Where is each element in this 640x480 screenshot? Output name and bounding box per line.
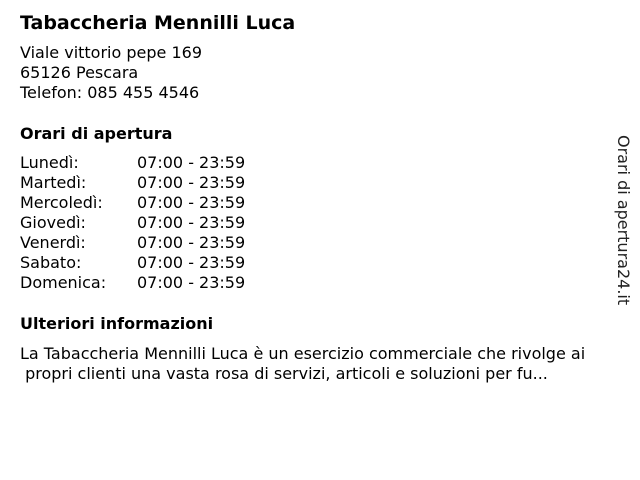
time-range: 07:00 - 23:59 <box>137 233 246 252</box>
hours-row-saturday <box>20 253 245 273</box>
hours-row-friday <box>20 233 245 253</box>
time-range: 07:00 - 23:59 <box>137 213 246 232</box>
postal-city: 65126 Pescara <box>20 63 139 82</box>
opening-hours-heading: Orari di apertura <box>20 124 173 143</box>
description-line-2: propri clienti una vasta rosa di servizi, articoli e soluzioni per fu... <box>20 364 548 383</box>
hours-row-thursday <box>20 213 245 233</box>
time-range: 07:00 - 23:59 <box>137 153 246 172</box>
day-label: Giovedì: <box>20 213 86 232</box>
day-label: Venerdì: <box>20 233 86 252</box>
brand-vertical-text: Orari di apertura24.it <box>614 135 633 306</box>
phone-number: Telefon: 085 455 4546 <box>20 83 200 102</box>
day-label: Mercoledì: <box>20 193 103 212</box>
more-info-heading: Ulteriori informazioni <box>20 314 214 333</box>
address-block <box>20 43 202 103</box>
time-range: 07:00 - 23:59 <box>137 193 246 212</box>
day-label: Domenica: <box>20 273 107 292</box>
hours-row-sunday <box>20 273 245 293</box>
day-label: Sabato: <box>20 253 82 272</box>
business-description <box>20 344 632 384</box>
time-range: 07:00 - 23:59 <box>137 273 246 292</box>
hours-row-monday <box>20 153 245 173</box>
street-address: Viale vittorio pepe 169 <box>20 43 202 62</box>
day-label: Martedì: <box>20 173 87 192</box>
business-name: Tabaccheria Mennilli Luca <box>20 12 296 34</box>
opening-hours-table <box>20 153 245 293</box>
day-label: Lunedì: <box>20 153 79 172</box>
time-range: 07:00 - 23:59 <box>137 253 246 272</box>
hours-row-tuesday <box>20 173 245 193</box>
hours-row-wednesday <box>20 193 245 213</box>
time-range: 07:00 - 23:59 <box>137 173 246 192</box>
description-line-1: La Tabaccheria Mennilli Luca è un esercizio commerciale che rivolge ai <box>20 344 586 363</box>
